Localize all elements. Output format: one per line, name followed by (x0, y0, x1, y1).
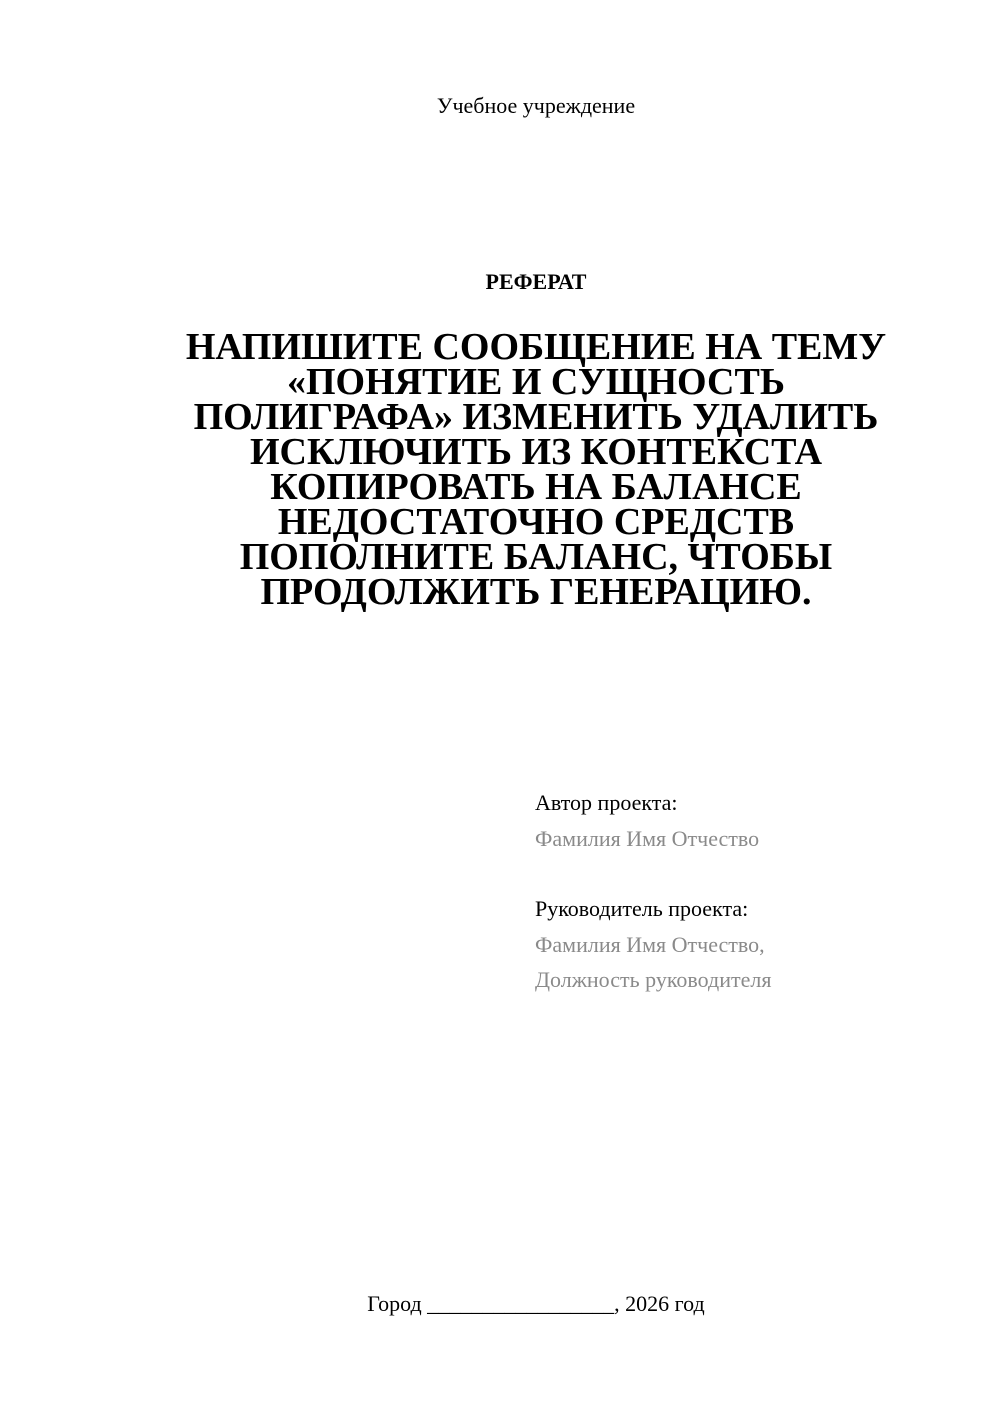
topic-line: ПОПОЛНИТЕ БАЛАНС, ЧТОБЫ (239, 536, 833, 578)
author-name-placeholder: Фамилия Имя Отчество (535, 826, 760, 851)
supervisor-position-placeholder: Должность руководителя (535, 967, 772, 992)
topic-line: «ПОНЯТИЕ И СУЩНОСТЬ (287, 361, 785, 403)
city-year-line: Город _________________, 2026 год (367, 1291, 705, 1316)
institution-name: Учебное учреждение (436, 93, 636, 118)
supervisor-label: Руководитель проекта: (535, 896, 749, 921)
topic-line: ПОЛИГРАФА» ИЗМЕНИТЬ УДАЛИТЬ (193, 396, 879, 438)
document-topic (170, 326, 902, 613)
topic-line: КОПИРОВАТЬ НА БАЛАНСЕ (270, 466, 802, 508)
topic-line: ПРОДОЛЖИТЬ ГЕНЕРАЦИЮ. (260, 571, 812, 613)
supervisor-block (535, 895, 935, 994)
topic-line: ИСКЛЮЧИТЬ ИЗ КОНТЕКСТА (249, 431, 823, 473)
topic-line: НЕДОСТАТОЧНО СРЕДСТВ (277, 501, 795, 543)
topic-line: НАПИШИТЕ СООБЩЕНИЕ НА ТЕМУ (185, 326, 887, 368)
document-type-label: РЕФЕРАТ (485, 269, 587, 294)
supervisor-name-placeholder: Фамилия Имя Отчество, (535, 932, 765, 957)
author-label: Автор проекта: (535, 790, 678, 815)
author-block (535, 789, 935, 853)
